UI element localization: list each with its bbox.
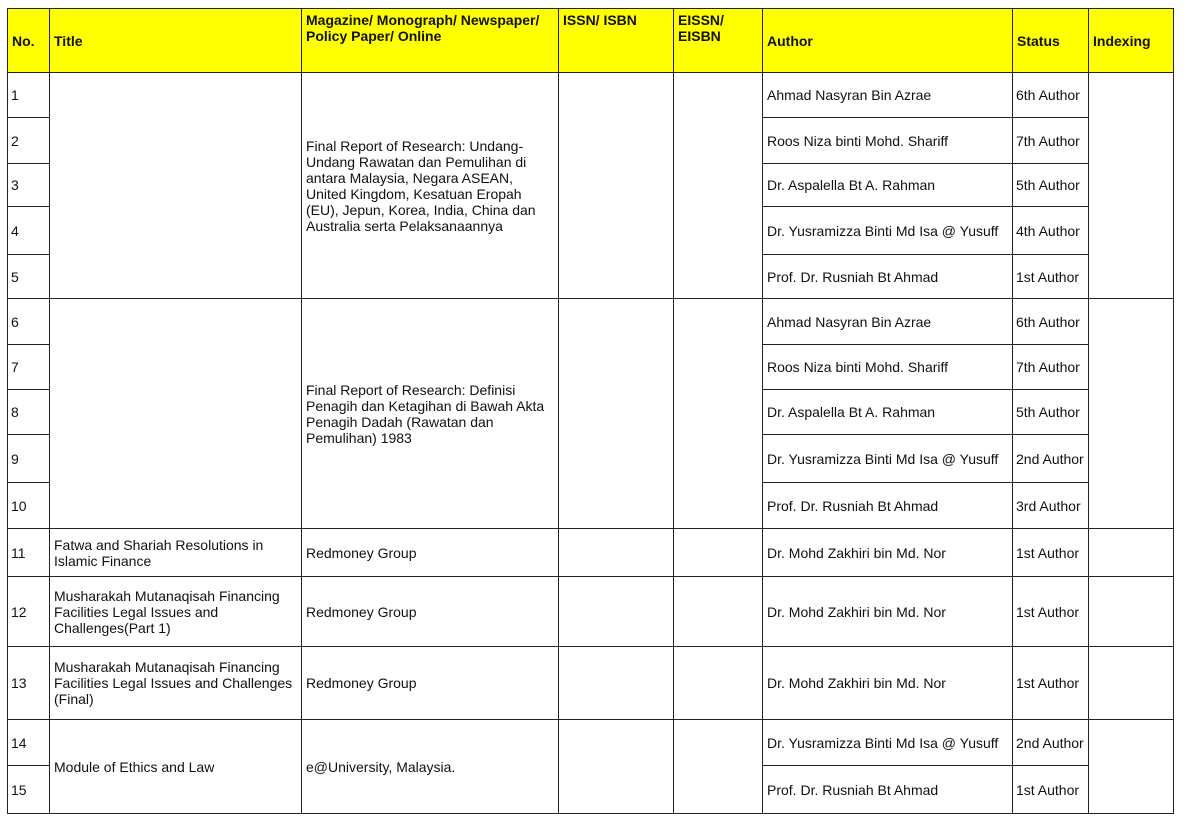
title-cell (50, 299, 302, 529)
status-cell: 5th Author (1013, 390, 1089, 435)
status-cell: 2nd Author (1013, 720, 1089, 766)
row-number: 11 (8, 529, 50, 577)
author-cell: Roos Niza binti Mohd. Shariff (763, 345, 1013, 390)
eissn-cell (674, 299, 763, 529)
row-number: 3 (8, 164, 50, 207)
eissn-cell (674, 529, 763, 577)
row-number: 5 (8, 255, 50, 299)
row-number: 1 (8, 73, 50, 118)
magazine-cell: Final Report of Research: Definisi Penagih dan Ketagihan di Bawah Akta Penagih Dadah (Rawatan dan Pemulihan) 1983 (302, 299, 559, 529)
status-cell: 4th Author (1013, 207, 1089, 255)
title-cell: Musharakah Mutanaqisah Financing Facilities Legal Issues and Challenges(Part 1) (50, 577, 302, 647)
header-indexing: Indexing (1089, 9, 1174, 73)
indexing-cell (1089, 73, 1174, 299)
indexing-cell (1089, 647, 1174, 720)
eissn-cell (674, 720, 763, 814)
author-cell: Dr. Aspalella Bt A. Rahman (763, 390, 1013, 435)
status-cell: 1st Author (1013, 529, 1089, 577)
indexing-cell (1089, 299, 1174, 529)
status-cell: 1st Author (1013, 255, 1089, 299)
author-cell: Prof. Dr. Rusniah Bt Ahmad (763, 766, 1013, 814)
table-row (8, 299, 1174, 345)
author-cell: Dr. Yusramizza Binti Md Isa @ Yusuff (763, 720, 1013, 766)
issn-cell (559, 529, 674, 577)
magazine-cell: e@University, Malaysia. (302, 720, 559, 814)
status-cell: 6th Author (1013, 73, 1089, 118)
status-cell: 1st Author (1013, 577, 1089, 647)
author-cell: Prof. Dr. Rusniah Bt Ahmad (763, 255, 1013, 299)
header-issn: ISSN/ ISBN (559, 9, 674, 73)
author-cell: Dr. Yusramizza Binti Md Isa @ Yusuff (763, 207, 1013, 255)
author-cell: Ahmad Nasyran Bin Azrae (763, 73, 1013, 118)
author-cell: Dr. Mohd Zakhiri bin Md. Nor (763, 529, 1013, 577)
eissn-cell (674, 647, 763, 720)
header-title: Title (50, 9, 302, 73)
row-number: 14 (8, 720, 50, 766)
status-cell: 1st Author (1013, 766, 1089, 814)
eissn-cell (674, 73, 763, 299)
magazine-cell: Redmoney Group (302, 529, 559, 577)
eissn-cell (674, 577, 763, 647)
status-cell: 5th Author (1013, 164, 1089, 207)
row-number: 9 (8, 435, 50, 483)
row-number: 2 (8, 118, 50, 164)
row-number: 10 (8, 483, 50, 529)
issn-cell (559, 720, 674, 814)
header-no: No. (8, 9, 50, 73)
table-row (8, 73, 1174, 118)
publications-table (7, 8, 1174, 814)
header-row (8, 9, 1174, 73)
status-cell: 1st Author (1013, 647, 1089, 720)
status-cell: 7th Author (1013, 118, 1089, 164)
row-number: 15 (8, 766, 50, 814)
author-cell: Roos Niza binti Mohd. Shariff (763, 118, 1013, 164)
issn-cell (559, 577, 674, 647)
indexing-cell (1089, 720, 1174, 814)
author-cell: Dr. Aspalella Bt A. Rahman (763, 164, 1013, 207)
author-cell: Ahmad Nasyran Bin Azrae (763, 299, 1013, 345)
row-number: 7 (8, 345, 50, 390)
magazine-cell: Redmoney Group (302, 647, 559, 720)
title-cell: Module of Ethics and Law (50, 720, 302, 814)
row-number: 12 (8, 577, 50, 647)
row-number: 8 (8, 390, 50, 435)
issn-cell (559, 299, 674, 529)
issn-cell (559, 647, 674, 720)
table-row (8, 577, 1174, 647)
row-number: 6 (8, 299, 50, 345)
table-row (8, 720, 1174, 766)
author-cell: Dr. Mohd Zakhiri bin Md. Nor (763, 577, 1013, 647)
status-cell: 2nd Author (1013, 435, 1089, 483)
table-row (8, 647, 1174, 720)
header-eissn: EISSN/ EISBN (674, 9, 763, 73)
title-cell: Fatwa and Shariah Resolutions in Islamic Finance (50, 529, 302, 577)
status-cell: 3rd Author (1013, 483, 1089, 529)
magazine-cell: Final Report of Research: Undang-Undang Rawatan dan Pemulihan di antara Malaysia, Negara ASEAN, United Kingdom, Kesatuan Eropah (EU), Jepun, Korea, India, China dan Australia serta Pelaksanaannya (302, 73, 559, 299)
author-cell: Prof. Dr. Rusniah Bt Ahmad (763, 483, 1013, 529)
row-number: 13 (8, 647, 50, 720)
author-cell: Dr. Yusramizza Binti Md Isa @ Yusuff (763, 435, 1013, 483)
row-number: 4 (8, 207, 50, 255)
status-cell: 7th Author (1013, 345, 1089, 390)
magazine-cell: Redmoney Group (302, 577, 559, 647)
header-status: Status (1013, 9, 1089, 73)
table-row (8, 529, 1174, 577)
table-body (8, 73, 1174, 814)
title-cell (50, 73, 302, 299)
header-magazine: Magazine/ Monograph/ Newspaper/ Policy Paper/ Online (302, 9, 559, 73)
indexing-cell (1089, 529, 1174, 577)
title-cell: Musharakah Mutanaqisah Financing Facilities Legal Issues and Challenges (Final) (50, 647, 302, 720)
author-cell: Dr. Mohd Zakhiri bin Md. Nor (763, 647, 1013, 720)
status-cell: 6th Author (1013, 299, 1089, 345)
issn-cell (559, 73, 674, 299)
header-author: Author (763, 9, 1013, 73)
indexing-cell (1089, 577, 1174, 647)
